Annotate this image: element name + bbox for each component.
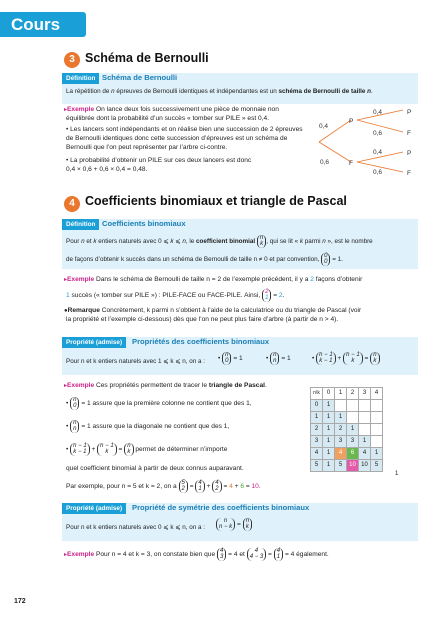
table-cell (359, 424, 371, 436)
tree-node: P (407, 150, 412, 157)
table-cell: 1 (323, 448, 335, 460)
table-cell: 2 (335, 424, 347, 436)
property-tag: Propriété (admise) (62, 337, 126, 348)
table-header-cell: n\k (311, 388, 323, 400)
property-formula: • n − 1 k − 1 + n − 1 k = n k (312, 352, 380, 365)
table-cell: 1 (323, 412, 335, 424)
table-cell (371, 424, 383, 436)
table-cell (371, 436, 383, 448)
example-bullet: 0,4 × 0,6 + 0,6 × 0,4 = 0,48. (66, 166, 148, 173)
table-cell: 1 (359, 436, 371, 448)
tree-prob-label: 0,4 (373, 149, 383, 156)
section-title: Coefficients binomiaux et triangle de Pascal (85, 194, 347, 208)
table-cell-highlight: 10 (347, 460, 359, 472)
cours-tab: Cours (0, 12, 86, 37)
definition-text: de façons d’obtenir k succès dans un schéma de Bernoulli de taille n ≠ 0 et par convention, 0 0 = 1. (66, 253, 343, 266)
example-bullet: • n 0 = 1 assure que la première colonne ne contient que des 1, (66, 397, 252, 410)
property-formula: n n − k = n k (216, 518, 252, 531)
table-header-cell: 2 (347, 388, 359, 400)
table-cell: 1 (323, 460, 335, 472)
table-cell: 1 (323, 424, 335, 436)
table-cell (347, 400, 359, 412)
table-row (311, 400, 383, 412)
example-line: Par exemple, pour n = 5 et k = 2, on a 5 2 = 4 1 + 4 2 = 4 + 6 = 10. (66, 480, 261, 493)
tree-prob-label: 0,4 (373, 109, 383, 116)
section-number-badge: 3 (64, 52, 80, 68)
example-bullet: • n n = 1 assure que la diagonale ne contient que des 1, (66, 420, 230, 433)
example-bullet: • Les lancers sont indépendants et on réalise bien une succession de 2 épreuves (66, 126, 303, 133)
tree-prob-label: 0,6 (320, 159, 330, 166)
example-bullet: Bernoulli que l’on peut représenter par l’arbre ci-contre. (66, 144, 228, 151)
table-cell: 3 (347, 436, 359, 448)
definition-title: Coefficients binomiaux (102, 219, 186, 228)
table-cell: 1 (323, 436, 335, 448)
tree-node: F (407, 170, 411, 177)
table-row (311, 412, 383, 424)
example-bullet: de Bernoulli identiques donc cette succession d’épreuves est un schéma de (66, 135, 288, 142)
table-cell: 0 (311, 400, 323, 412)
section-number-badge: 4 (64, 196, 80, 212)
table-cell (371, 400, 383, 412)
definition-tag: Définition (62, 219, 99, 230)
remark-line: la propriété et l’exemple ci-dessous) dès que l’on ne peut plus faire d’arbre (à partir de n > 4). (66, 316, 339, 323)
property-formula: • n n = 1 (266, 352, 291, 365)
binomial-symbol: n k (257, 235, 266, 248)
table-header-cell: 1 (335, 388, 347, 400)
table-cell-highlight: 6 (347, 448, 359, 460)
example-bullet: • n − 1 k − 1 + n − 1 k = n k permet de déterminer n’importe (66, 443, 228, 456)
table-cell: 1 (311, 412, 323, 424)
tree-prob-label: 0,6 (373, 130, 383, 137)
table-cell (359, 400, 371, 412)
tree-prob-label: 0,4 (319, 123, 329, 130)
definition-title: Schéma de Bernoulli (102, 73, 178, 82)
example-line: ▸Exemple Pour n = 4 et k = 3, on constate bien que 4 3 = 4 et 4 4 − 3 = 4 1 = 4 également. (64, 548, 329, 561)
table-cell: 5 (335, 460, 347, 472)
tree-node: F (407, 130, 411, 137)
table-cell: 1 (323, 400, 335, 412)
table-cell: 1 (347, 424, 359, 436)
table-cell-overflow: 1 (395, 471, 399, 477)
table-row (311, 460, 383, 472)
table-cell: 1 (335, 412, 347, 424)
table-cell: 5 (371, 460, 383, 472)
remark-line: ●Remarque Concrètement, k parmi n s’obtient à l’aide de la calculatrice ou du triangle de Pascal (voir (64, 307, 362, 314)
property-text: Pour n et k entiers naturels avec 0 ⩽ k ⩽ n, on a : (66, 524, 206, 531)
table-row (311, 424, 383, 436)
tree-prob-label: 0,6 (373, 169, 383, 176)
example-line: ▸Exemple On lance deux fois successivement une pièce de monnaie non (64, 106, 279, 113)
table-row (311, 436, 383, 448)
table-cell: 5 (311, 460, 323, 472)
definition-text: La répétition de n épreuves de Bernoulli identiques et indépendantes est un schéma de Bernoulli de taille n. (66, 88, 373, 95)
table-cell-highlight: 4 (335, 448, 347, 460)
probability-tree (315, 106, 423, 178)
table-cell (347, 412, 359, 424)
table-header-cell: 3 (359, 388, 371, 400)
table-cell: 3 (311, 436, 323, 448)
table-cell (359, 412, 371, 424)
example-line: ▸Exemple Dans le schéma de Bernoulli de taille n = 2 de l’exemple précédent, il y a 2 façons d’obtenir (64, 276, 363, 283)
pascal-triangle-table (310, 387, 383, 472)
property-formula: • n 0 = 1 (218, 352, 243, 365)
section-title: Schéma de Bernoulli (85, 51, 209, 65)
table-header-row (311, 388, 383, 400)
table-header-cell: 0 (323, 388, 335, 400)
property-tag: Propriété (admise) (62, 503, 126, 514)
table-cell: 4 (359, 448, 371, 460)
table-cell: 10 (359, 460, 371, 472)
table-row (311, 448, 383, 460)
table-cell: 1 (371, 448, 383, 460)
table-cell: 2 (311, 424, 323, 436)
tree-node: F (349, 160, 353, 167)
table-cell: 3 (335, 436, 347, 448)
example-bullet: • La probabilité d’obtenir un PILE sur ces deux lancers est donc (66, 157, 252, 164)
tree-node: P (407, 109, 412, 116)
definition-tag: Définition (62, 73, 99, 84)
table-cell: 4 (311, 448, 323, 460)
example-line: équilibrée dont la probabilité d’un succès « tomber sur PILE » est 0,4. (66, 115, 270, 122)
table-cell (335, 400, 347, 412)
example-line: ▸Exemple Ces propriétés permettent de tracer le triangle de Pascal. (64, 382, 267, 389)
property-title: Propriétés des coefficients binomiaux (132, 337, 270, 346)
example-line: 1 succès (« tomber sur PILE ») : PILE-FACE ou FACE-PILE. Ainsi, 2 1 = 2. (66, 289, 285, 302)
property-text: Pour n et k entiers naturels avec 1 ⩽ k ⩽ n, on a : (66, 358, 206, 365)
example-bullet: quel coefficient binomial à partir de deux connus auparavant. (66, 465, 244, 472)
property-title: Propriété de symétrie des coefficients binomiaux (132, 503, 310, 512)
definition-text: Pour n et k entiers naturels avec 0 ⩽ k ⩽ n, le coefficient binomial n k , qui se lit « k parmi n », est le nombre (66, 235, 373, 248)
table-cell (371, 412, 383, 424)
binomial-symbol: 0 0 (321, 253, 330, 266)
page-number: 172 (14, 598, 26, 605)
table-header-cell: 4 (371, 388, 383, 400)
tree-node: P (349, 118, 354, 125)
